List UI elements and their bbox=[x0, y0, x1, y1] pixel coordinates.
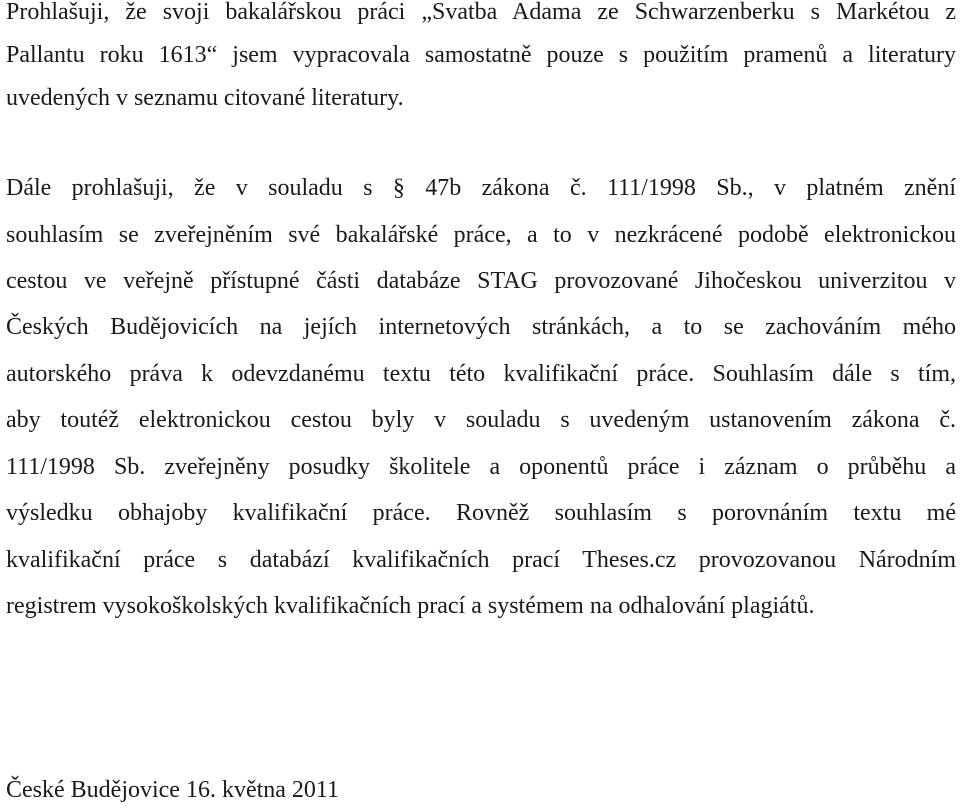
paragraph-2-line-5: autorského práva k odevzdanému textu této kvalifikační práce. Souhlasím dále s tím, bbox=[6, 361, 956, 387]
paragraph-2-line-9: kvalifikační práce s databází kvalifikačních prací Theses.cz provozovanou Národním bbox=[6, 547, 956, 573]
paragraph-1-line-2: Pallantu roku 1613“ jsem vypracovala samostatně pouze s použitím pramenů a literatury bbox=[6, 42, 956, 68]
paragraph-2-line-6: aby toutéž elektronickou cestou byly v souladu s uvedeným ustanovením zákona č. bbox=[6, 407, 956, 433]
paragraph-1-line-3: uvedených v seznamu citované literatury. bbox=[6, 85, 404, 111]
paragraph-2-line-8: výsledku obhajoby kvalifikační práce. Rovněž souhlasím s porovnáním textu mé bbox=[6, 500, 956, 526]
paragraph-2-line-4: Českých Budějovicích na jejích internetových stránkách, a to se zachováním mého bbox=[6, 314, 956, 340]
paragraph-2-line-10: registrem vysokoškolských kvalifikačních prací a systémem na odhalování plagiátů. bbox=[6, 593, 815, 619]
paragraph-1-line-1: Prohlašuji, že svoji bakalářskou práci „Svatba Adama ze Schwarzenberku s Markétou z bbox=[6, 0, 956, 25]
paragraph-2-line-1: Dále prohlašuji, že v souladu s § 47b zákona č. 111/1998 Sb., v platném znění bbox=[6, 175, 956, 201]
place-date: České Budějovice 16. května 2011 bbox=[6, 777, 340, 803]
paragraph-2-line-7: 111/1998 Sb. zveřejněny posudky školitele a oponentů práce i záznam o průběhu a bbox=[6, 454, 956, 480]
paragraph-2-line-3: cestou ve veřejně přístupné části databáze STAG provozované Jihočeskou univerzitou v bbox=[6, 268, 956, 294]
paragraph-2-line-2: souhlasím se zveřejněním své bakalářské práce, a to v nezkrácené podobě elektronickou bbox=[6, 222, 956, 248]
